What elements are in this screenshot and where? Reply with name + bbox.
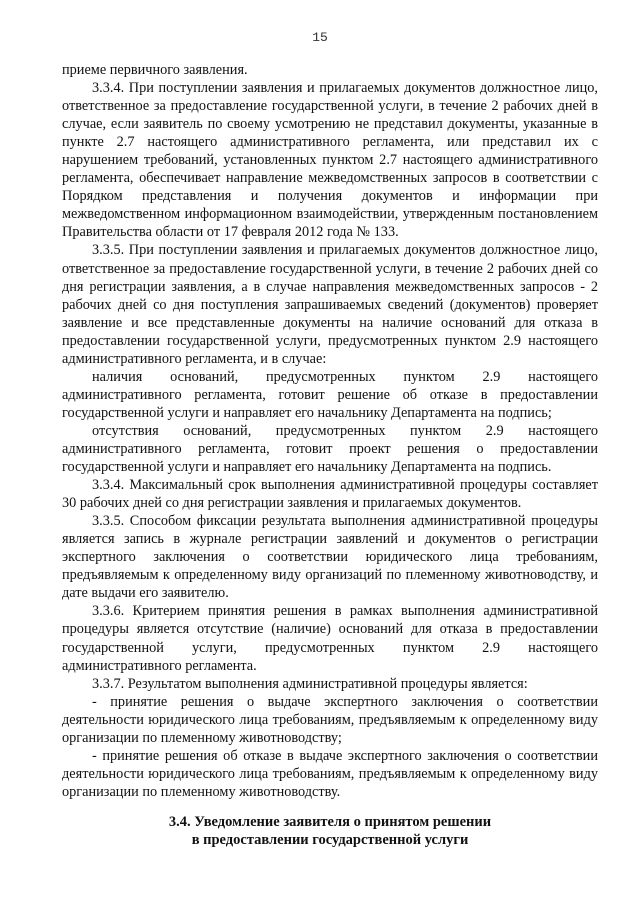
page-number: 15: [312, 30, 328, 45]
paragraph-3-3-5-fixation-method: 3.3.5. Способом фиксации результата выполнения административной процедуры является запись в журнале регистрации заявлений и документов о регистрации экспертного заключения о соответствии юридического лица требованиям, предъявляемым к определенному виду организаций по племенному животноводству, и дате выдачи его заявителю.: [62, 513, 598, 602]
list-item-result-refusal: - принятие решения об отказе в выдаче экспертного заключения о соответствии деятельности юридического лица требованиям, предъявляемым к определенному виду организации по племенному животноводству.: [62, 747, 598, 800]
paragraph-3-3-4-interagency-requests: 3.3.4. При поступлении заявления и прилагаемых документов должностное лицо, ответственное за предоставление государственной услуги, в течение 2 рабочих дней в случае, если заявитель по своему усмотрению не представил документы, указанные в пункте 2.7 настоящего административного регламента, или представил их с нарушением требований, установленных пунктом 2.7 настоящего административного регламента, обеспечивает направление межведомственных запросов в соответствии с Порядком представления и получения документов и информации при межведомственном информационном взаимодействии, утвержденным постановлением Правительства области от 17 февраля 2012 года № 133.: [62, 80, 598, 241]
paragraph-3-3-5-document-check: 3.3.5. При поступлении заявления и прилагаемых документов должностное лицо, ответственное за предоставление государственной услуги, в течение 2 рабочих дней со дня регистрации заявления, а в случае направления межведомственных запросов - 2 рабочих дней со дня поступления запрашиваемых сведений (документов) проверяет заявление и все представленные документы на наличие оснований для отказа в предоставлении государственной услуги, предусмотренных пунктом 2.9 настоящего административного регламента, и в случае:: [62, 242, 598, 367]
document-body: [62, 61, 598, 850]
paragraph-continuation: приеме первичного заявления.: [62, 62, 248, 78]
paragraph-case-grounds-absent: отсутствия оснований, предусмотренных пунктом 2.9 настоящего административного регламента, готовит проект решения о предоставлении государственной услуги и направляет его начальнику Департамента на подпись.: [62, 422, 598, 476]
list-item-result-issue: - принятие решения о выдаче экспертного заключения о соответствии деятельности юридического лица требованиям, предъявляемым к определенному виду организации по племенному животноводству;: [62, 693, 598, 746]
paragraph-case-grounds-present: наличия оснований, предусмотренных пунктом 2.9 настоящего административного регламента, готовит решение об отказе в предоставлении государственной услуги и направляет его начальнику Департамента на подпись;: [62, 368, 598, 421]
paragraph-3-3-4-max-term: 3.3.4. Максимальный срок выполнения административной процедуры составляет 30 рабочих дней со дня регистрации заявления и прилагаемых документов.: [62, 477, 598, 512]
section-heading-line-2: в предоставлении государственной услуги: [191, 832, 469, 849]
section-heading-3-4: [62, 813, 598, 850]
paragraph-3-3-7-result: 3.3.7. Результатом выполнения административной процедуры является:: [92, 675, 528, 692]
section-heading-line-1: 3.4. Уведомление заявителя о принятом решении: [168, 813, 492, 830]
paragraph-3-3-6-decision-criterion: 3.3.6. Критерием принятия решения в рамках выполнения административной процедуры является отсутствие (наличие) оснований для отказа в предоставлении государственной услуги, предусмотренных пунктом 2.9 настоящего административного регламента.: [62, 603, 598, 674]
